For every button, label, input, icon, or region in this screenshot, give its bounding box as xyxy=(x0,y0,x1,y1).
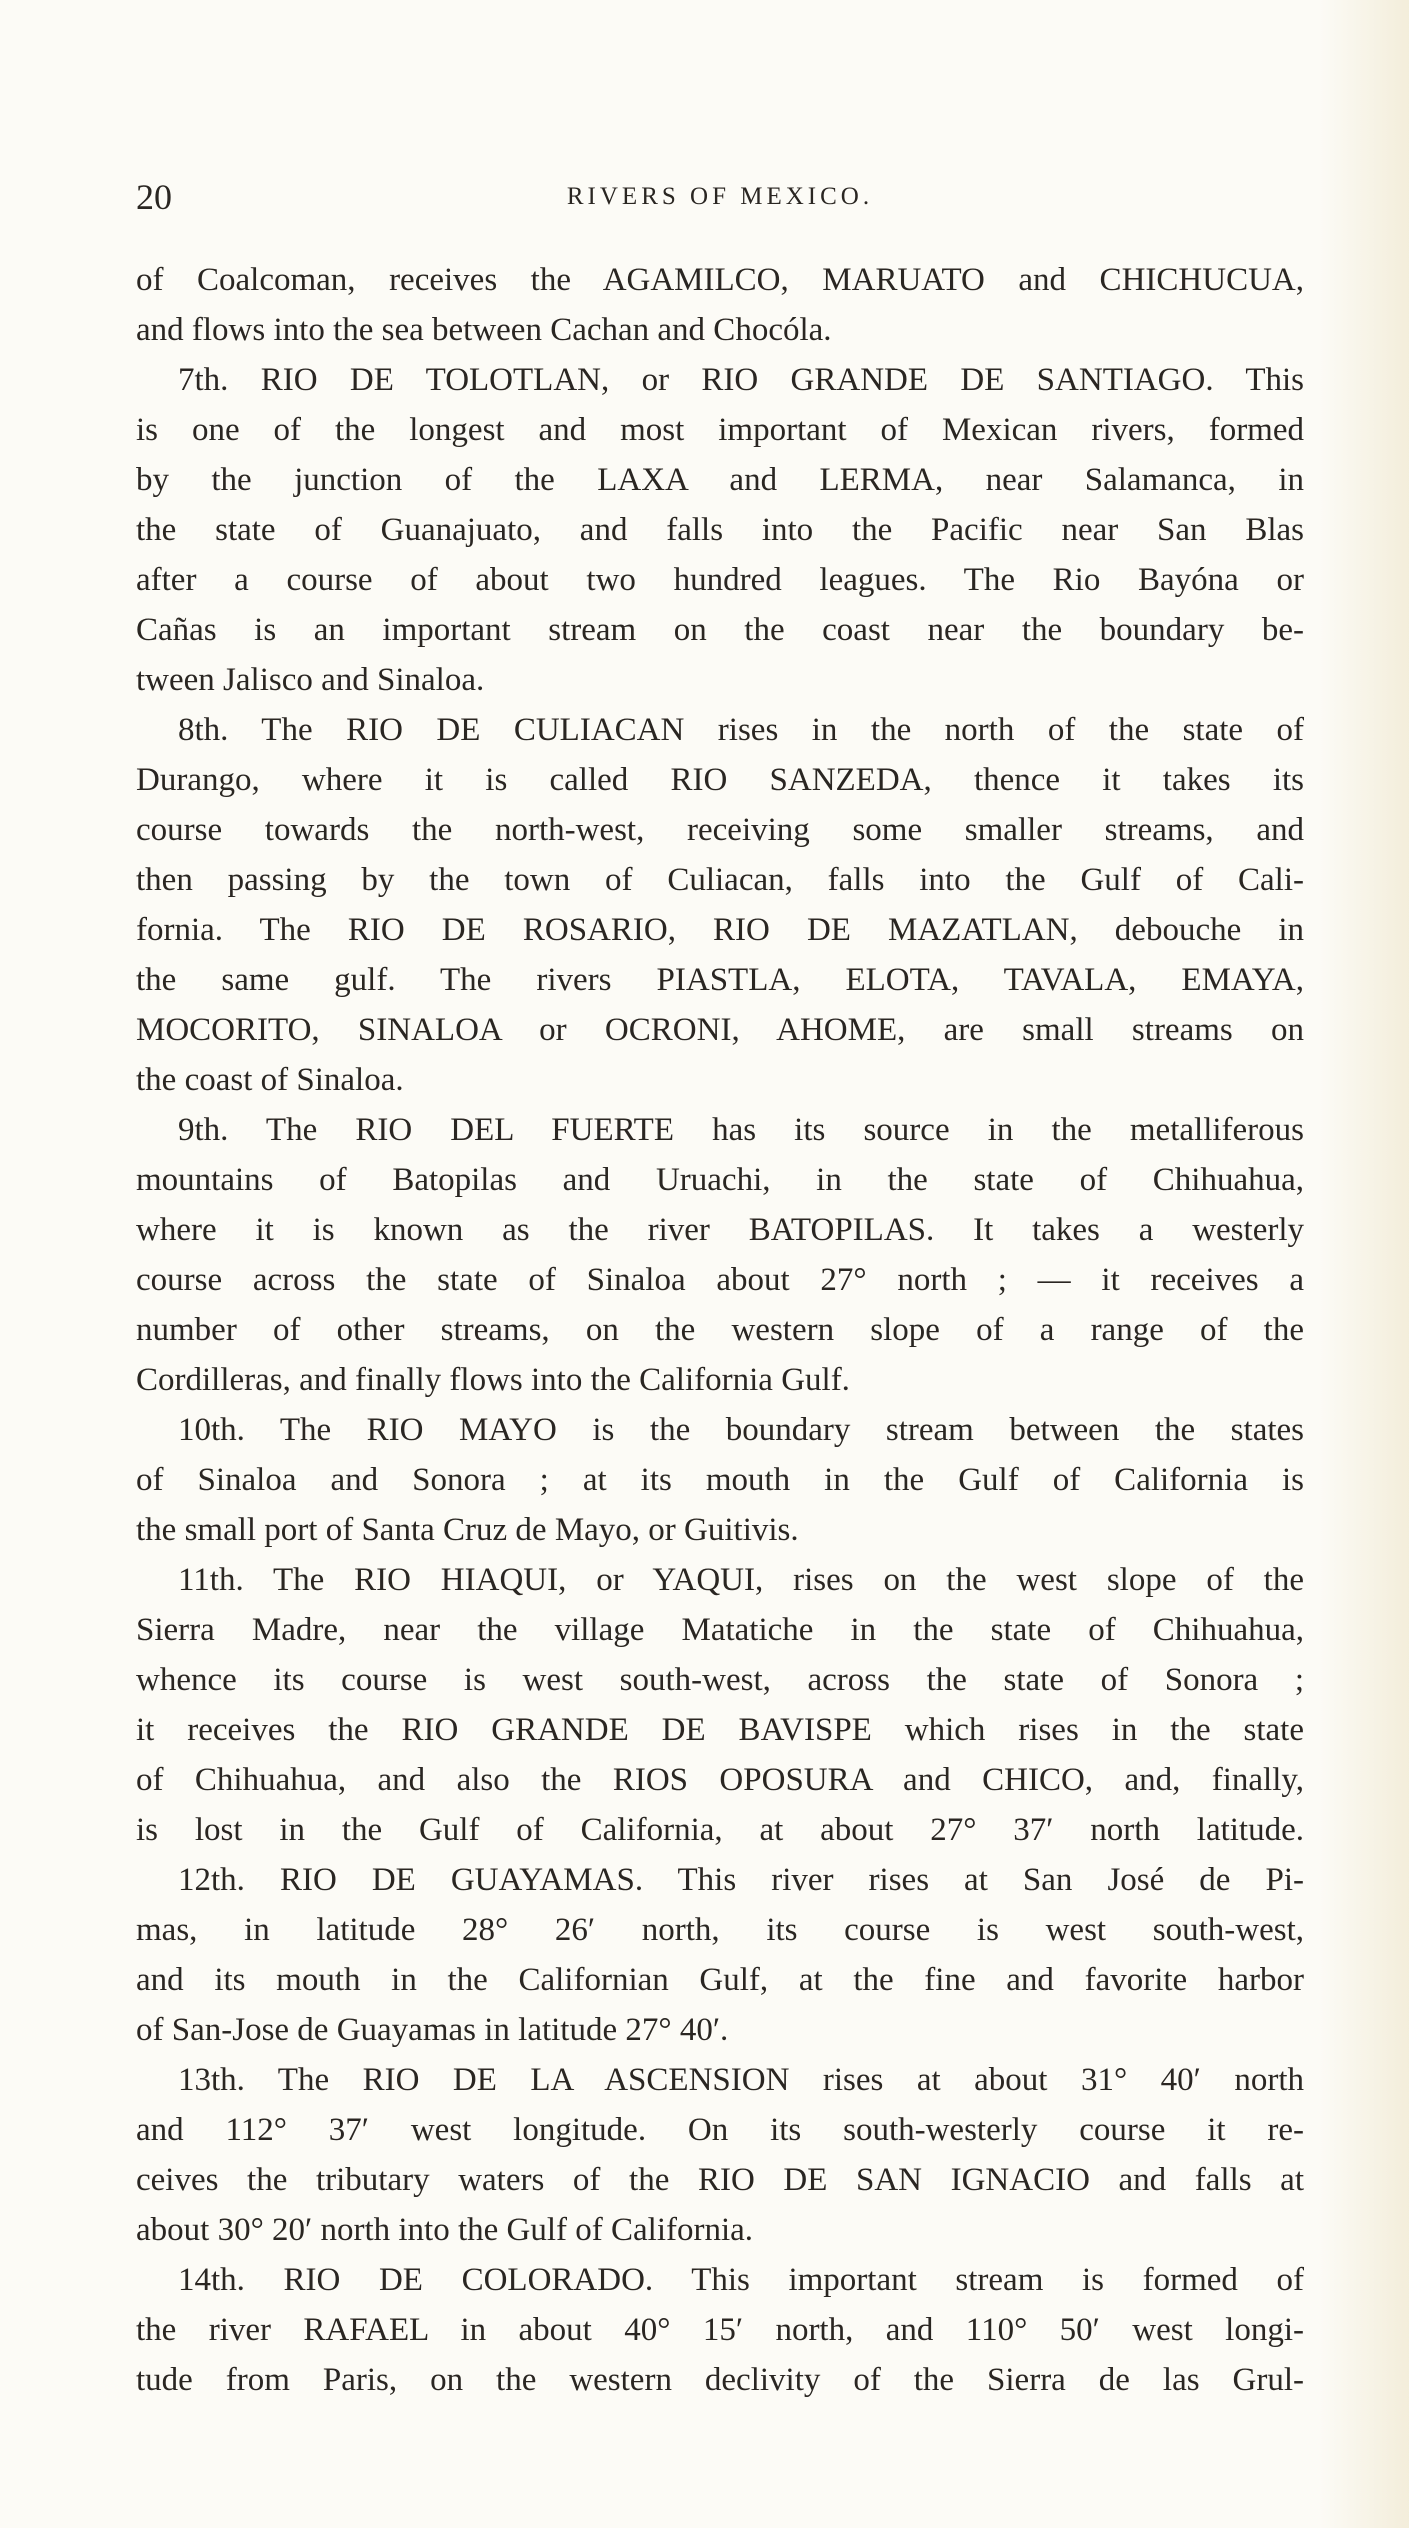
text-line: 13th. The RIO DE LA ASCENSION rises at about 31° 40′ north xyxy=(178,2062,1304,2098)
text-line: mountains of Batopilas and Uruachi, in the state of Chihuahua, xyxy=(136,1162,1304,1198)
text-line: is lost in the Gulf of California, at about 27° 37′ north latitude. xyxy=(136,1812,1304,1848)
text-line: about 30° 20′ north into the Gulf of California. xyxy=(136,2212,754,2248)
text-line: 12th. RIO DE GUAYAMAS. This river rises at San José de Pi- xyxy=(178,1862,1304,1898)
text-line: of Coalcoman, receives the AGAMILCO, MARUATO and CHICHUCUA, xyxy=(136,262,1304,298)
text-line: whence its course is west south-west, across the state of Sonora ; xyxy=(136,1662,1304,1698)
text-line: 7th. RIO DE TOLOTLAN, or RIO GRANDE DE SANTIAGO. This xyxy=(178,362,1304,398)
page-edge-shading xyxy=(1319,0,1409,2528)
text-line: Cordilleras, and finally flows into the California Gulf. xyxy=(136,1362,850,1398)
text-line: course across the state of Sinaloa about 27° north ; — it receives a xyxy=(136,1262,1304,1298)
text-line: is one of the longest and most important of Mexican rivers, formed xyxy=(136,412,1304,448)
running-head xyxy=(136,172,1304,222)
text-line: mas, in latitude 28° 26′ north, its course is west south-west, xyxy=(136,1912,1304,1948)
text-line: 8th. The RIO DE CULIACAN rises in the north of the state of xyxy=(178,712,1304,748)
text-line: and flows into the sea between Cachan and Chocóla. xyxy=(136,312,832,348)
text-line: the state of Guanajuato, and falls into the Pacific near San Blas xyxy=(136,512,1304,548)
text-line: course towards the north-west, receiving some smaller streams, and xyxy=(136,812,1304,848)
text-line: and 112° 37′ west longitude. On its south-westerly course it re- xyxy=(136,2112,1304,2148)
text-line: then passing by the town of Culiacan, falls into the Gulf of Cali- xyxy=(136,862,1304,898)
text-line: Cañas is an important stream on the coast near the boundary be- xyxy=(136,612,1304,648)
text-line: 14th. RIO DE COLORADO. This important stream is formed of xyxy=(178,2262,1304,2298)
text-line: 11th. The RIO HIAQUI, or YAQUI, rises on the west slope of the xyxy=(178,1562,1304,1598)
running-title: RIVERS OF MEXICO. xyxy=(566,183,874,210)
text-line: the same gulf. The rivers PIASTLA, ELOTA, TAVALA, EMAYA, xyxy=(136,962,1304,998)
text-line: tude from Paris, on the western declivity of the Sierra de las Grul- xyxy=(136,2362,1304,2398)
text-line: and its mouth in the Californian Gulf, at the fine and favorite harbor xyxy=(136,1962,1304,1998)
text-line: 10th. The RIO MAYO is the boundary stream between the states xyxy=(178,1412,1304,1448)
text-line: it receives the RIO GRANDE DE BAVISPE which rises in the state xyxy=(136,1712,1304,1748)
text-line: where it is known as the river BATOPILAS. It takes a westerly xyxy=(136,1212,1304,1248)
text-line: fornia. The RIO DE ROSARIO, RIO DE MAZATLAN, debouche in xyxy=(136,912,1304,948)
text-line: ceives the tributary waters of the RIO DE SAN IGNACIO and falls at xyxy=(136,2162,1304,2198)
text-line: tween Jalisco and Sinaloa. xyxy=(136,662,485,698)
text-line: Sierra Madre, near the village Matatiche in the state of Chihuahua, xyxy=(136,1612,1304,1648)
text-line: 9th. The RIO DEL FUERTE has its source in the metalliferous xyxy=(178,1112,1304,1148)
text-line: of San-Jose de Guayamas in latitude 27° 40′. xyxy=(136,2012,729,2048)
text-line: Durango, where it is called RIO SANZEDA, thence it takes its xyxy=(136,762,1304,798)
text-line: the small port of Santa Cruz de Mayo, or Guitivis. xyxy=(136,1512,799,1548)
text-line: the coast of Sinaloa. xyxy=(136,1062,404,1098)
text-line: of Chihuahua, and also the RIOS OPOSURA and CHICO, and, finally, xyxy=(136,1762,1304,1798)
body-text xyxy=(136,255,1304,2405)
text-line: MOCORITO, SINALOA or OCRONI, AHOME, are small streams on xyxy=(136,1012,1304,1048)
text-line: after a course of about two hundred leagues. The Rio Bayóna or xyxy=(136,562,1304,598)
text-line: the river RAFAEL in about 40° 15′ north, and 110° 50′ west longi- xyxy=(136,2312,1304,2348)
text-line: by the junction of the LAXA and LERMA, near Salamanca, in xyxy=(136,462,1304,498)
text-line: number of other streams, on the western slope of a range of the xyxy=(136,1312,1304,1348)
page-number: 20 xyxy=(136,177,172,217)
text-line: of Sinaloa and Sonora ; at its mouth in the Gulf of California is xyxy=(136,1462,1304,1498)
